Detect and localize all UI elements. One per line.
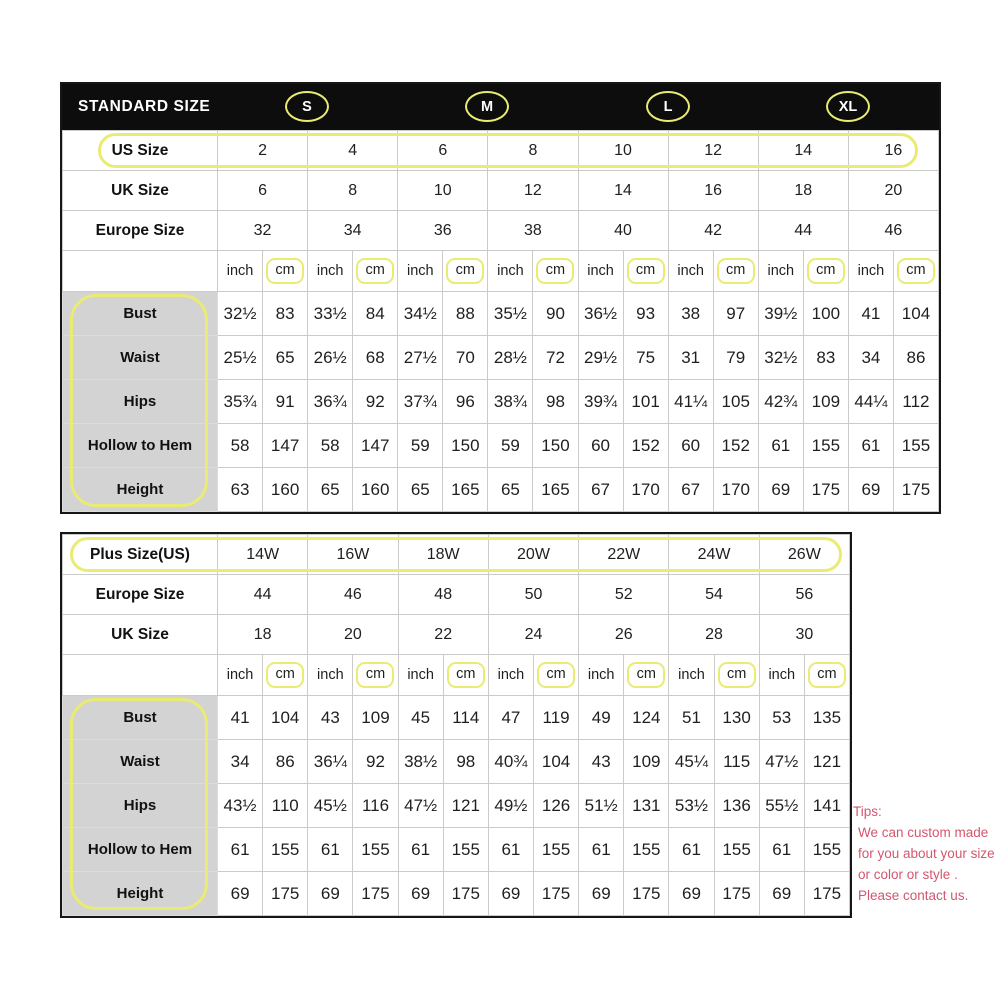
unit-inch-label: inch [398,655,443,696]
size-cell: 48 [398,575,488,615]
measure-cell: 58 [308,424,353,468]
measure-cell: 51 [669,696,714,740]
measure-cell: 31 [668,336,713,380]
measure-cell: 152 [713,424,758,468]
measure-cell: 49½ [488,784,533,828]
measure-cell: 61 [579,828,624,872]
unit-row [63,251,939,292]
measure-cell: 121 [804,740,849,784]
measure-cell: 35½ [488,292,533,336]
measure-cell: 39¾ [578,380,623,424]
size-cell: 10 [578,131,668,171]
measure-cell: 83 [263,292,308,336]
unit-cm-cell [353,655,398,696]
measure-cell: 61 [398,828,443,872]
unit-cm-label-highlight: cm [717,258,755,284]
unit-inch-label: inch [218,655,263,696]
measure-cell: 126 [533,784,578,828]
measure-cell: 43½ [218,784,263,828]
measure-cell: 69 [308,872,353,916]
measure-cell: 44¼ [848,380,893,424]
measure-cell: 109 [353,696,398,740]
measure-cell: 100 [803,292,848,336]
standard-size-header-bar [62,84,939,130]
row-label-bust: Bust [63,696,218,740]
size-cell: 26W [759,535,849,575]
unit-cm-cell [353,251,398,292]
measure-cell: 69 [759,872,804,916]
size-cell: 38 [488,211,578,251]
measure-cell: 119 [533,696,578,740]
measure-row-bust [63,292,939,336]
measure-cell: 88 [443,292,488,336]
plus-size-table [62,534,850,916]
measure-cell: 104 [893,292,938,336]
measure-cell: 36¼ [308,740,353,784]
unit-inch-label: inch [218,251,263,292]
size-cell: 12 [668,131,758,171]
size-cell: 26 [579,615,669,655]
measure-cell: 41¼ [668,380,713,424]
measure-cell: 147 [353,424,398,468]
measure-cell: 65 [398,468,443,512]
measure-cell: 65 [263,336,308,380]
size-cell: 32 [218,211,308,251]
size-cell: 56 [759,575,849,615]
measure-cell: 91 [263,380,308,424]
measure-cell: 47½ [398,784,443,828]
unit-inch-label: inch [668,251,713,292]
measure-row-hollow-to-hem [63,828,850,872]
unit-cm-label-highlight: cm [447,662,485,688]
measure-cell: 75 [623,336,668,380]
measure-cell: 61 [758,424,803,468]
unit-inch-label: inch [758,251,803,292]
unit-cm-cell [263,251,308,292]
measure-cell: 34 [218,740,263,784]
unit-cm-cell [623,251,668,292]
size-cell: 14 [578,171,668,211]
measure-cell: 98 [443,740,488,784]
size-row-europe-size [63,211,939,251]
unit-inch-label: inch [308,251,353,292]
measure-cell: 43 [308,696,353,740]
measure-cell: 155 [533,828,578,872]
tips-line: or color or style . [858,867,958,882]
size-group-badge-l: L [646,91,690,122]
size-cell: 28 [669,615,759,655]
row-label-europe-size: Europe Size [63,211,218,251]
measure-cell: 41 [848,292,893,336]
measure-cell: 86 [263,740,308,784]
measure-cell: 69 [758,468,803,512]
row-label-hollow-to-hem: Hollow to Hem [63,424,218,468]
measure-cell: 36¾ [308,380,353,424]
measure-cell: 160 [263,468,308,512]
measure-cell: 41 [218,696,263,740]
size-cell: 18 [218,615,308,655]
unit-inch-label: inch [398,251,443,292]
measure-cell: 155 [624,828,669,872]
unit-cm-cell [804,655,849,696]
unit-inch-label: inch [488,251,533,292]
size-cell: 46 [308,575,398,615]
measure-cell: 35¾ [218,380,263,424]
measure-cell: 37¾ [398,380,443,424]
size-cell: 14W [218,535,308,575]
unit-cm-cell [713,251,758,292]
measure-cell: 61 [848,424,893,468]
measure-cell: 63 [218,468,263,512]
size-row-uk-size [63,171,939,211]
measure-row-waist [63,740,850,784]
measure-cell: 69 [218,872,263,916]
unit-cm-label-highlight: cm [536,258,574,284]
measure-cell: 160 [353,468,398,512]
unit-cm-cell [533,251,578,292]
size-cell: 10 [398,171,488,211]
measure-row-hollow-to-hem [63,424,939,468]
size-cell: 34 [308,211,398,251]
size-cell: 46 [848,211,938,251]
measure-row-waist [63,336,939,380]
measure-row-height [63,872,850,916]
plus-size-table-body [63,535,850,916]
measure-cell: 79 [713,336,758,380]
measure-cell: 45 [398,696,443,740]
measure-cell: 25½ [218,336,263,380]
measure-cell: 69 [669,872,714,916]
size-row-us-size [63,131,939,171]
row-label-europe-size: Europe Size [63,575,218,615]
measure-cell: 29½ [578,336,623,380]
row-label-hips: Hips [63,380,218,424]
measure-cell: 92 [353,740,398,784]
measure-cell: 92 [353,380,398,424]
unit-inch-label: inch [579,655,624,696]
unit-cm-cell [624,655,669,696]
size-row-europe-size [63,575,850,615]
size-cell: 50 [488,575,578,615]
size-cell: 36 [398,211,488,251]
measure-cell: 175 [714,872,759,916]
measure-cell: 53½ [669,784,714,828]
row-label-uk-size: UK Size [63,171,218,211]
measure-cell: 69 [579,872,624,916]
measure-row-hips [63,380,939,424]
measure-cell: 155 [893,424,938,468]
measure-cell: 104 [263,696,308,740]
measure-cell: 150 [533,424,578,468]
size-row-uk-size [63,615,850,655]
size-cell: 16 [668,171,758,211]
unit-inch-label: inch [848,251,893,292]
unit-row-corner [63,655,218,696]
row-label-hips: Hips [63,784,218,828]
measure-cell: 45½ [308,784,353,828]
measure-cell: 155 [804,828,849,872]
measure-cell: 61 [218,828,263,872]
size-cell: 54 [669,575,759,615]
measure-cell: 84 [353,292,398,336]
measure-cell: 110 [263,784,308,828]
measure-cell: 131 [624,784,669,828]
unit-cm-label-highlight: cm [718,662,756,688]
measure-cell: 38¾ [488,380,533,424]
measure-cell: 155 [714,828,759,872]
measure-cell: 32½ [218,292,263,336]
size-cell: 22 [398,615,488,655]
measure-cell: 59 [398,424,443,468]
unit-cm-label-highlight: cm [266,258,304,284]
size-row-plus-size-us [63,535,850,575]
measure-cell: 65 [308,468,353,512]
measure-cell: 33½ [308,292,353,336]
measure-cell: 105 [713,380,758,424]
measure-cell: 86 [893,336,938,380]
size-group-badge-xl: XL [826,91,870,122]
measure-cell: 124 [624,696,669,740]
measure-cell: 175 [803,468,848,512]
size-cell: 6 [398,131,488,171]
standard-size-table-body [63,131,939,512]
measure-cell: 114 [443,696,488,740]
unit-cm-cell [443,251,488,292]
measure-cell: 59 [488,424,533,468]
measure-cell: 69 [848,468,893,512]
measure-cell: 136 [714,784,759,828]
measure-cell: 97 [713,292,758,336]
size-cell: 14 [758,131,848,171]
measure-cell: 175 [263,872,308,916]
unit-cm-label-highlight: cm [808,662,846,688]
measure-row-bust [63,696,850,740]
measure-cell: 147 [263,424,308,468]
unit-inch-label: inch [578,251,623,292]
unit-cm-label-highlight: cm [356,258,394,284]
measure-cell: 47½ [759,740,804,784]
size-cell: 4 [308,131,398,171]
unit-inch-label: inch [669,655,714,696]
unit-cm-label-highlight: cm [446,258,484,284]
measure-cell: 175 [533,872,578,916]
measure-cell: 49 [579,696,624,740]
unit-cm-label-highlight: cm [897,258,935,284]
measure-cell: 93 [623,292,668,336]
unit-cm-cell [533,655,578,696]
measure-cell: 27½ [398,336,443,380]
measure-cell: 121 [443,784,488,828]
measure-cell: 61 [488,828,533,872]
size-group-badge-s: S [285,91,329,122]
row-label-waist: Waist [63,740,218,784]
measure-cell: 165 [443,468,488,512]
size-cell: 20W [488,535,578,575]
measure-cell: 40¾ [488,740,533,784]
row-label-bust: Bust [63,292,218,336]
row-label-uk-size: UK Size [63,615,218,655]
tips-line: We can custom made [858,825,989,840]
measure-cell: 38 [668,292,713,336]
size-cell: 44 [758,211,848,251]
measure-cell: 170 [623,468,668,512]
measure-cell: 155 [803,424,848,468]
measure-cell: 175 [804,872,849,916]
measure-cell: 60 [578,424,623,468]
measure-cell: 155 [353,828,398,872]
measure-cell: 68 [353,336,398,380]
tips-line: for you about your size [858,846,995,861]
size-cell: 2 [218,131,308,171]
measure-cell: 112 [893,380,938,424]
measure-cell: 42¾ [758,380,803,424]
measure-cell: 130 [714,696,759,740]
unit-cm-label-highlight: cm [807,258,845,284]
measure-cell: 175 [624,872,669,916]
measure-cell: 34 [848,336,893,380]
unit-cm-cell [893,251,938,292]
measure-row-height [63,468,939,512]
measure-cell: 61 [759,828,804,872]
unit-cm-label-highlight: cm [627,258,665,284]
measure-cell: 69 [488,872,533,916]
measure-cell: 109 [803,380,848,424]
measure-cell: 155 [263,828,308,872]
size-cell: 16W [308,535,398,575]
measure-cell: 65 [488,468,533,512]
unit-cm-cell [714,655,759,696]
size-cell: 12 [488,171,578,211]
unit-row [63,655,850,696]
size-cell: 8 [488,131,578,171]
standard-size-table [62,130,939,512]
size-cell: 22W [579,535,669,575]
measure-cell: 47 [488,696,533,740]
unit-cm-label-highlight: cm [266,662,304,688]
measure-cell: 90 [533,292,578,336]
measure-cell: 98 [533,380,578,424]
size-cell: 44 [218,575,308,615]
row-label-height: Height [63,468,218,512]
measure-cell: 67 [578,468,623,512]
unit-cm-cell [263,655,308,696]
measure-cell: 43 [579,740,624,784]
measure-cell: 155 [443,828,488,872]
measure-cell: 175 [893,468,938,512]
measure-cell: 115 [714,740,759,784]
row-label-us-size: US Size [63,131,218,171]
size-cell: 8 [308,171,398,211]
row-label-plus-size-us: Plus Size(US) [63,535,218,575]
measure-cell: 141 [804,784,849,828]
measure-cell: 165 [533,468,578,512]
row-label-hollow-to-hem: Hollow to Hem [63,828,218,872]
measure-cell: 51½ [579,784,624,828]
measure-cell: 55½ [759,784,804,828]
size-cell: 18 [758,171,848,211]
size-cell: 42 [668,211,758,251]
size-cell: 30 [759,615,849,655]
standard-size-chart [60,82,941,514]
measure-cell: 26½ [308,336,353,380]
unit-inch-label: inch [308,655,353,696]
measure-cell: 36½ [578,292,623,336]
unit-cm-cell [803,251,848,292]
measure-cell: 101 [623,380,668,424]
plus-size-chart [60,532,852,918]
standard-size-title: STANDARD SIZE [78,98,211,115]
measure-cell: 83 [803,336,848,380]
size-cell: 24W [669,535,759,575]
unit-cm-label-highlight: cm [537,662,575,688]
size-cell: 20 [848,171,938,211]
measure-cell: 175 [443,872,488,916]
measure-cell: 58 [218,424,263,468]
measure-cell: 39½ [758,292,803,336]
measure-cell: 28½ [488,336,533,380]
unit-row-corner [63,251,218,292]
measure-cell: 135 [804,696,849,740]
tips-title: Tips: [853,804,882,819]
size-cell: 20 [308,615,398,655]
measure-cell: 45¼ [669,740,714,784]
tips-note [853,801,1000,906]
measure-cell: 32½ [758,336,803,380]
measure-cell: 67 [668,468,713,512]
size-cell: 6 [218,171,308,211]
measure-cell: 116 [353,784,398,828]
row-label-waist: Waist [63,336,218,380]
measure-cell: 53 [759,696,804,740]
unit-cm-label-highlight: cm [627,662,665,688]
measure-cell: 34½ [398,292,443,336]
measure-cell: 150 [443,424,488,468]
size-group-badge-m: M [465,91,509,122]
size-cell: 18W [398,535,488,575]
measure-cell: 60 [668,424,713,468]
measure-cell: 96 [443,380,488,424]
size-cell: 24 [488,615,578,655]
measure-row-hips [63,784,850,828]
measure-cell: 69 [398,872,443,916]
unit-inch-label: inch [759,655,804,696]
tips-line: Please contact us. [858,888,969,903]
measure-cell: 61 [669,828,714,872]
unit-inch-label: inch [488,655,533,696]
measure-cell: 170 [713,468,758,512]
unit-cm-cell [443,655,488,696]
measure-cell: 109 [624,740,669,784]
measure-cell: 38½ [398,740,443,784]
measure-cell: 72 [533,336,578,380]
size-cell: 16 [848,131,938,171]
measure-cell: 175 [353,872,398,916]
size-cell: 52 [579,575,669,615]
measure-cell: 61 [308,828,353,872]
measure-cell: 70 [443,336,488,380]
size-cell: 40 [578,211,668,251]
measure-cell: 104 [533,740,578,784]
unit-cm-label-highlight: cm [356,662,394,688]
row-label-height: Height [63,872,218,916]
measure-cell: 152 [623,424,668,468]
